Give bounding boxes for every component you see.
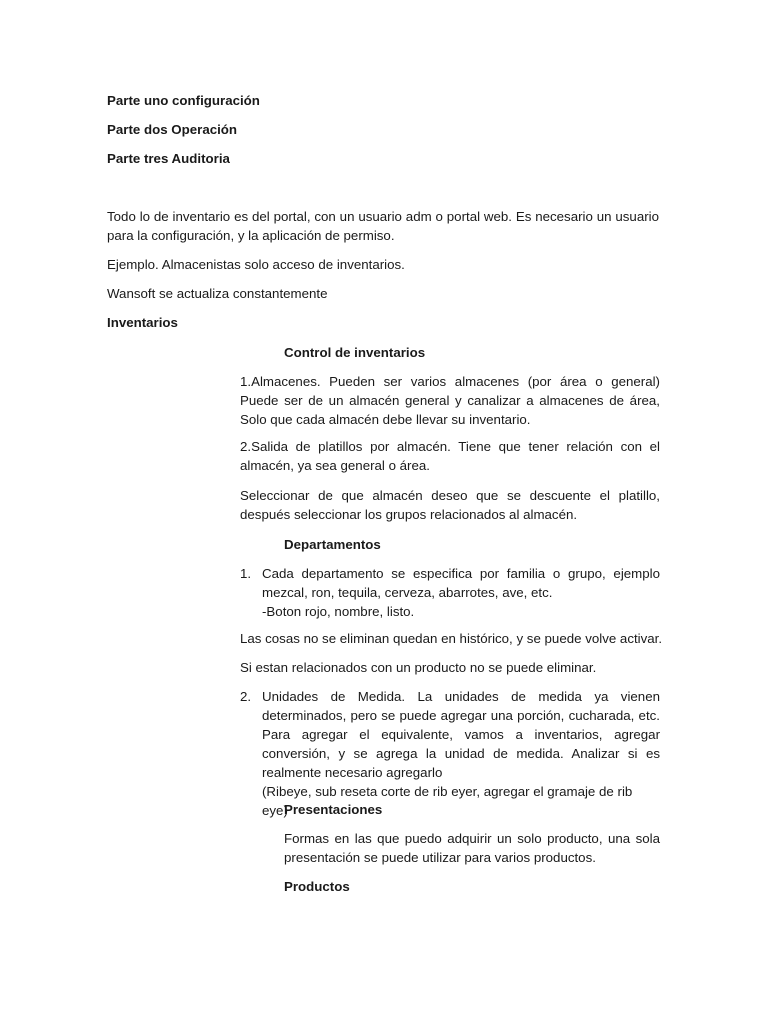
toc-item-auditoria: Parte tres Auditoria (107, 151, 230, 166)
inventarios-heading: Inventarios (107, 315, 178, 330)
list-item-departamento (240, 564, 660, 621)
historico-paragraph: Las cosas no se eliminan quedan en histórico, y se puede volve activar. (240, 631, 663, 646)
wansoft-paragraph: Wansoft se actualiza constantemente (107, 286, 328, 301)
list-number: 2. (240, 689, 252, 704)
list-item-text: Unidades de Medida. La unidades de medida ya vienen determinados, pero se puede agregar una porción, cucharada, etc. Para agregar el equivalente, vamos a inventarios, agregar conversión, y se agrega la unidad de medida. Analizar si es realmente necesario agregarlo (262, 689, 660, 780)
list-item-note: (Ribeye, sub reseta corte de rib eyer, agregar el gramaje de rib eye) (262, 784, 633, 818)
example-paragraph: Ejemplo. Almacenistas solo acceso de inventarios. (107, 257, 405, 272)
toc-item-configuracion: Parte uno configuración (107, 93, 260, 108)
presentaciones-heading: Presentaciones (284, 802, 383, 817)
list-number: 1. (240, 566, 252, 581)
seleccionar-paragraph: Seleccionar de que almacén deseo que se descuente el platillo, después seleccionar los grupos relacionados al almacén. (240, 488, 660, 522)
list-item-note: -Boton rojo, nombre, listo. (262, 604, 415, 619)
salida-paragraph: 2.Salida de platillos por almacén. Tiene que tener relación con el almacén, ya sea general o área. (240, 439, 660, 473)
intro-paragraph: Todo lo de inventario es del portal, con un usuario adm o portal web. Es necesario un usuario para la configuración, y la aplicación de permiso. (107, 209, 659, 243)
relacionados-paragraph: Si estan relacionados con un producto no se puede eliminar. (240, 660, 597, 675)
departamentos-heading: Departamentos (284, 537, 381, 552)
toc-item-operacion: Parte dos Operación (107, 122, 238, 137)
control-inventarios-heading: Control de inventarios (284, 345, 426, 360)
list-item-text: Cada departamento se especifica por familia o grupo, ejemplo mezcal, ron, tequila, cerveza, abarrotes, ave, etc. (262, 566, 660, 600)
presentaciones-paragraph: Formas en las que puedo adquirir un solo producto, una sola presentación se puede utilizar para varios productos. (284, 831, 660, 865)
productos-heading: Productos (284, 879, 350, 894)
almacenes-paragraph: 1.Almacenes. Pueden ser varios almacenes (por área o general) Puede ser de un almacén general y canalizar a almacenes de área, Solo que cada almacén debe llevar su inventario. (240, 374, 660, 427)
